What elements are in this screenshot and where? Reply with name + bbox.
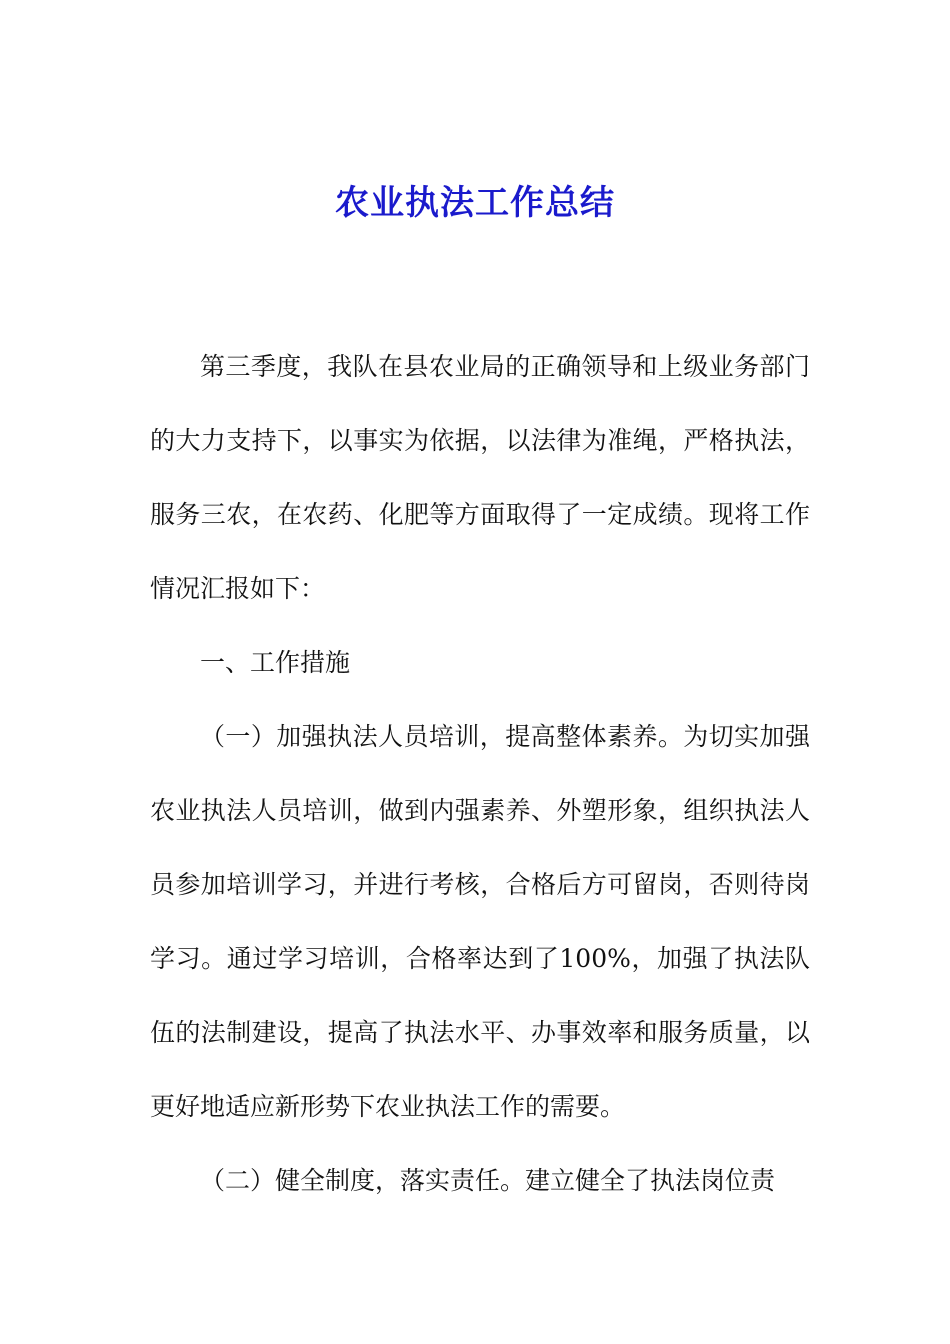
section-heading-work-measures: 一、工作措施 [200,648,351,677]
paragraph-intro: 第三季度，我队在县农业局的正确领导和上级业务部门的大力支持下，以事实为依据，以法律为准绳，严格执法，服务三农，在农药、化肥等方面取得了一定成绩。现将工作情况汇报如下： [150,352,810,603]
paragraph-training: （一）加强执法人员培训，提高整体素养。为切实加强农业执法人员培训，做到内强素养、外塑形象，组织执法人员参加培训学习，并进行考核，合格后方可留岗，否则待岗学习。通过学习培训，合格率达到了100%，加强了执法队伍的法制建设，提高了执法水平、办事效率和服务质量，以更好地适应新形势下农业执法工作的需要。 [150,722,810,1121]
document-title: 农业执法工作总结 [335,183,615,223]
document-body [150,330,810,1218]
paragraph-system: （二）健全制度，落实责任。建立健全了执法岗位责 [200,1166,776,1195]
